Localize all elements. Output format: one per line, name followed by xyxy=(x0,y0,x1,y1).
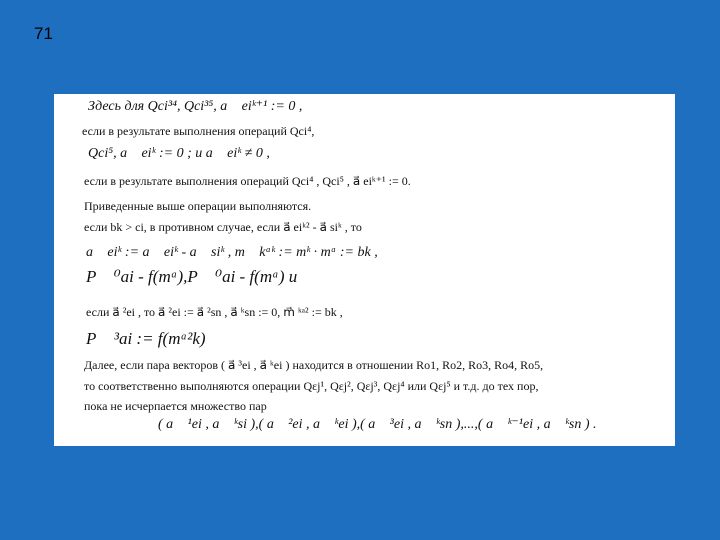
text-line-7: a⃗ eiᵏ := a⃗ eiᵏ - a⃗ siᵏ , m⃗ kᵃᵏ := mᵏ · mᵃ := bk , xyxy=(86,245,378,260)
slide-number: 71 xyxy=(34,24,53,43)
text-line-9: если a⃗ ²ei , то a⃗ ²ei := a⃗ ²sn , a⃗ ᵏsn := 0, m⃗ ᵏᵃ² := bk , xyxy=(86,305,343,319)
text-line-10: P⃗ ³ai := f(mᵃ²k) xyxy=(86,329,206,348)
text-line-12: то соответственно выполняются операции Qεj¹, Qεj², Qεj³, Qεj⁴ или Qεj⁵ и т.д. до тех пор, xyxy=(84,379,539,393)
document-page xyxy=(54,94,675,446)
text-line-1: Здесь для Qсi³⁴, Qсi³⁵, a⃗ eiᵏ⁺¹ := 0 , xyxy=(88,99,303,114)
text-line-6: если bk > сi, в противном случае, если a⃗ eiᵏ² - a⃗ siᵏ , то xyxy=(84,220,362,234)
text-line-3: Qсi⁵, a⃗ eiᵏ := 0 ; и a⃗ eiᵏ ≠ 0 , xyxy=(88,146,270,161)
text-line-4: если в результате выполнения операций Qсi⁴ , Qсi⁵ , a⃗ eiᵏ⁺¹ := 0. xyxy=(84,174,411,188)
text-line-11: Далее, если пара векторов ( a⃗ ³ei , a⃗ ᵏei ) находится в отношении Rо1, Rо2, Rо3, Rо4, Rо5, xyxy=(84,358,544,372)
text-line-2: если в результате выполнения операций Qсi⁴, xyxy=(82,124,315,138)
text-line-8: P⃗ ⁰ai - f(mᵃ),P⃗ ⁰ai - f(mᵃ) и xyxy=(86,267,298,286)
text-line-14: ( a⃗ ¹ei , a⃗ ᵏsi ),( a⃗ ²ei , a⃗ ᵏei ),( a⃗ ³ei , a⃗ ᵏsn ),...,( a⃗ ᵏ⁻¹ei , a⃗ ᵏsn ) . xyxy=(158,417,597,432)
text-line-13: пока не исчерпается множество пар xyxy=(84,399,267,413)
text-line-5: Приведенные выше операции выполняются. xyxy=(84,199,312,213)
